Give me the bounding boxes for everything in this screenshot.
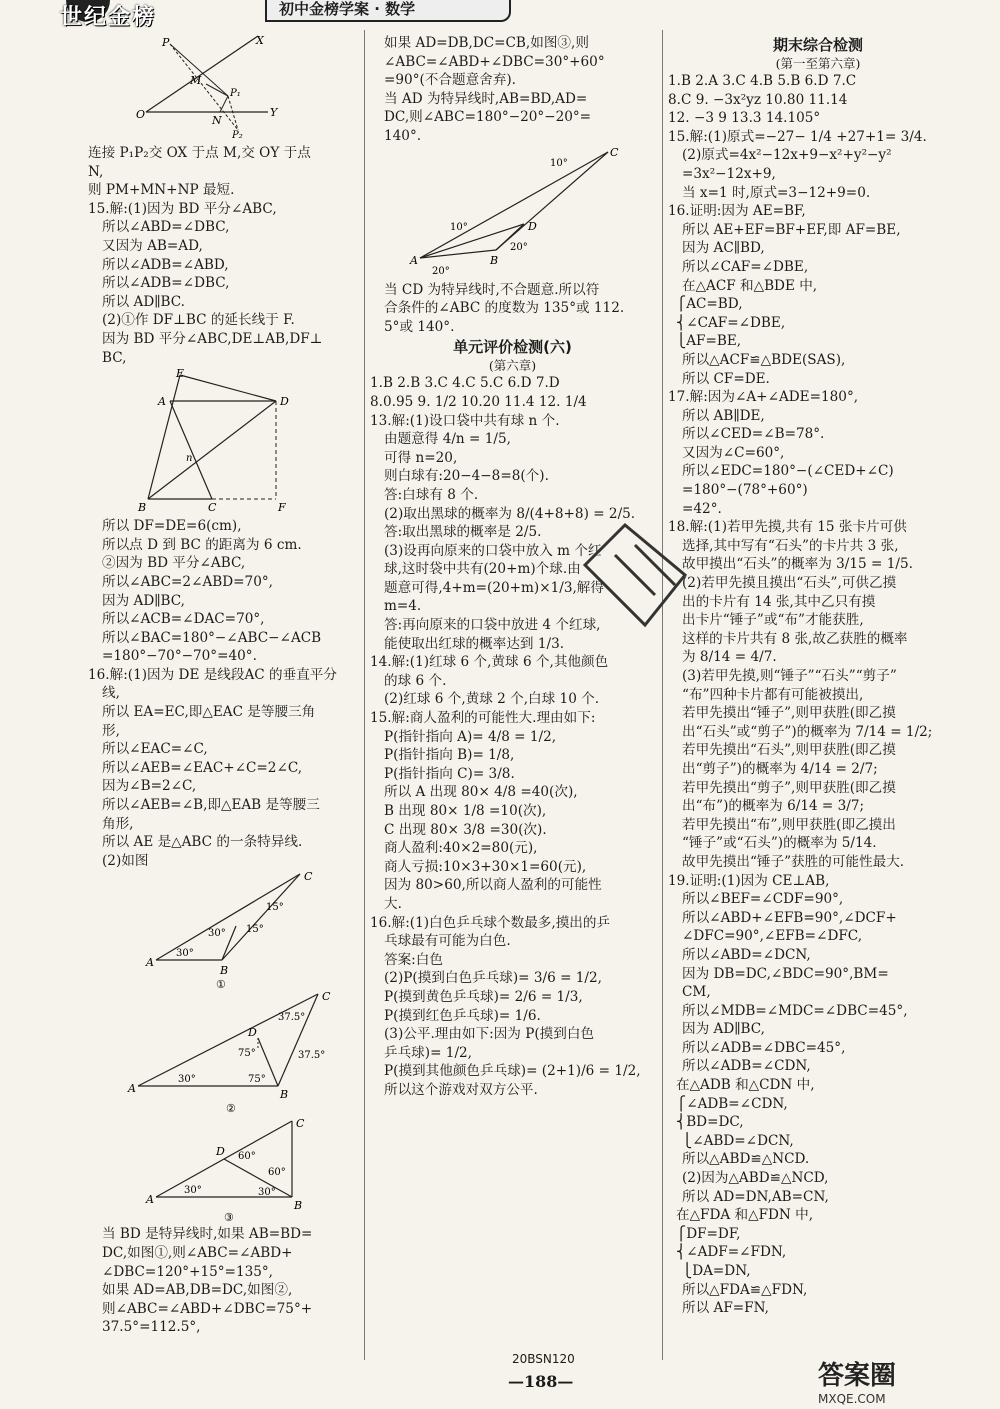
text-line: 所以∠MDB=∠MDC=∠DBC=45°,	[682, 1002, 908, 1019]
label-b: B	[220, 964, 229, 978]
label-c: C	[304, 870, 313, 884]
text-line: 因为 BD 平分∠ABC,DE⊥AB,DF⊥	[102, 330, 323, 347]
label-m: M	[190, 74, 202, 87]
text-line: 线,	[102, 685, 120, 702]
text-line: 能使取出红球的概率达到 1/3.	[384, 635, 565, 652]
figure-triangle-1	[88, 870, 360, 990]
text-line: 所以∠EAC=∠C,	[102, 741, 208, 758]
answer-row: 1.B 2.A 3.C 4.B 5.B 6.D 7.C	[668, 73, 857, 89]
text-line: 14.解:(1)红球 6 个,黄球 6 个,其他颜色	[370, 654, 609, 671]
label-c: C	[296, 1117, 305, 1131]
label-d: D	[528, 219, 537, 233]
text-line: 所以∠ADB=∠ABD,	[102, 256, 229, 273]
angle-label: 30°	[184, 1185, 202, 1197]
text-line: ②因为 BD 平分∠ABC,	[102, 555, 246, 572]
label-o: O	[136, 108, 146, 121]
section-title: 期末综合检测	[772, 36, 863, 54]
text-line: “布”四种卡片都有可能被摸出,	[682, 686, 864, 703]
text-line: (2)①作 DF⊥BC 的延长线于 F.	[102, 312, 295, 329]
text-line: P(摸到其他颜色乒乓球)= (2+1)/6 = 1/2,	[384, 1063, 641, 1080]
angle-label: 15°	[246, 924, 264, 936]
column-divider	[662, 30, 663, 1360]
section-subtitle: (第一至第六章)	[775, 56, 861, 71]
angle-label: 75°	[238, 1048, 256, 1060]
text-line: ⎩AF=BE,	[676, 333, 742, 350]
text-line: 角形,	[102, 815, 134, 832]
label-c: C	[610, 145, 619, 159]
text-line: DC,如图①,则∠ABC=∠ABD+	[102, 1245, 293, 1261]
text-line: 答:白球有 8 个.	[384, 486, 479, 503]
text-line: 所以∠BEF=∠CDF=90°,	[682, 891, 844, 908]
series-title: 初中金榜学案 · 数学	[265, 0, 511, 22]
text-line: 又因为 AB=AD,	[102, 237, 203, 254]
text-line: =180°−(78°+60°)	[682, 482, 808, 499]
label-b: B	[294, 1199, 303, 1213]
column-right	[668, 34, 968, 1318]
section-title: 单元评价检测(六)	[453, 338, 572, 357]
text-line: 答:再向原来的口袋中放进 4 个红球,	[384, 617, 601, 634]
text-line: 则 PM+MN+NP 最短.	[88, 182, 235, 199]
figure-triangle-2-svg	[88, 990, 360, 1115]
figure-number: ①	[216, 978, 226, 991]
text-line: 出卡片“锤子”或“布”才能获胜,	[682, 612, 864, 629]
text-line: P(指针指向 A)= 4/8 = 1/2,	[384, 728, 557, 745]
text-line: (2)若甲先摸且摸出“石头”,可供乙摸	[682, 575, 897, 592]
text-line: 所以∠BAC=180°−∠ABC−∠ACB	[102, 629, 322, 646]
label-p: P₁	[230, 88, 241, 99]
text-line: (3)若甲先摸,则“锤子”“石头”“剪子”	[682, 668, 897, 684]
answer-row: 8.C 9. −3x²yz 10.80 11.14	[668, 91, 848, 108]
text-line: (2)因为△ABD≌△NCD,	[682, 1170, 829, 1187]
answer-row: 1.B 2.B 3.C 4.C 5.C 6.D 7.D	[370, 375, 560, 392]
watermark-url: MXQE.COM	[818, 1392, 886, 1406]
text-line: 则∠ABC=∠ABD+∠DBC=75°+	[102, 1300, 313, 1317]
column-left	[88, 34, 360, 1337]
text-line: (3)公平.理由如下:因为 P(摸到白色	[384, 1026, 595, 1043]
text-line: 所以 AB∥DE,	[682, 407, 765, 424]
text-line: C 出现 80× 3/8 =30(次).	[384, 821, 547, 838]
figure-quadrilateral	[88, 367, 360, 517]
text-line: 出的卡片有 14 张,其中乙只有摸	[682, 593, 876, 610]
footer-code: 20BSN120	[512, 1352, 575, 1366]
text-line: (2)红球 6 个,黄球 2 个,白球 10 个.	[384, 691, 600, 708]
angle-label: 15°	[266, 902, 284, 914]
section-subtitle: (第六章)	[488, 358, 537, 374]
label-a: A	[410, 253, 418, 267]
text-line: 的球 6 个.	[384, 672, 447, 689]
label-d: D	[280, 395, 289, 409]
text-line: 故甲摸出“石头”的概率为 3/15 = 1/5.	[682, 556, 913, 573]
angle-label: 10°	[550, 157, 568, 169]
text-line: 当 BD 是特异线时,如果 AB=BD=	[102, 1226, 313, 1243]
text-line: 37.5°=112.5°,	[102, 1319, 201, 1336]
watermark-text: 答案圈	[818, 1361, 897, 1391]
text-line: 因为∠B=2∠C,	[102, 778, 197, 795]
text-line: 所以∠AEB=∠EAC+∠C=2∠C,	[102, 759, 303, 776]
text-line: 当 AD 为特异线时,AB=BD,AD=	[384, 90, 588, 107]
text-line: 所以∠EDC=180°−(∠CED+∠C)	[682, 463, 894, 480]
text-line: 15.解:商人盈利的可能性大.理由如下:	[370, 710, 596, 727]
text-line: 15.解:(1)原式=−27− 1/4 +27+1= 3/4.	[668, 128, 927, 145]
text-line: (2)P(摸到白色乒乓球)= 3/6 = 1/2,	[384, 970, 602, 987]
figure-shortest-path	[88, 34, 360, 144]
text-line: (3)设再向原来的口袋中放入 m 个红	[384, 542, 602, 559]
text-line: 合条件的∠ABC 的度数为 135°或 112.	[384, 300, 625, 317]
text-line: 在△ADB 和△CDN 中,	[676, 1077, 815, 1094]
angle-label: 30°	[258, 1187, 276, 1199]
text-line: 16.证明:因为 AE=BF,	[668, 203, 806, 220]
figure-triangle-3-svg	[88, 1115, 360, 1225]
text-line: 所以点 D 到 BC 的距离为 6 cm.	[102, 536, 302, 553]
text-line: 所以∠ADB=∠DBC,	[102, 275, 230, 292]
text-line: =42°.	[682, 500, 722, 517]
text-line: 若甲先摸出“剪子”,则甲获胜(即乙摸	[682, 779, 896, 796]
angle-label: 30°	[176, 948, 194, 960]
text-line: 所以 AF=FN,	[682, 1300, 769, 1317]
figure-triangle-1-svg	[88, 870, 360, 990]
text-line: 又因为∠C=60°,	[682, 444, 785, 461]
text-line: 答案:白色	[384, 951, 443, 968]
label-n: n	[186, 453, 193, 465]
text-line: 在△FDA 和△FDN 中,	[676, 1207, 814, 1224]
text-line: 商人亏损:10×3+30×1=60(元),	[384, 858, 587, 875]
text-line: 所以△ABD≌△NCD.	[682, 1151, 810, 1168]
column-divider	[364, 30, 365, 1360]
text-line: 如果 AD=DB,DC=CB,如图③,则	[384, 35, 589, 51]
handwritten-mark-icon	[565, 505, 715, 655]
text-line: 若甲先摸出“石头”,则甲获胜(即乙摸	[682, 742, 896, 759]
text-line: =180°−70°−70°=40°.	[102, 648, 257, 665]
figure-number: ③	[224, 1211, 234, 1225]
label-a: A	[146, 956, 154, 970]
text-line: 16.解:(1)因为 DE 是线段AC 的垂直平分	[88, 666, 337, 683]
label-c: C	[322, 990, 331, 1004]
text-line: 如果 AD=AB,DB=DC,如图②,	[102, 1282, 293, 1299]
text-line: 因为 AC∥BD,	[682, 240, 765, 257]
text-line: 为 8/14 = 4/7.	[682, 649, 777, 666]
text-line: 所以∠ACB=∠DAC=70°,	[102, 611, 265, 628]
text-line: ⎩∠ABD=∠DCN,	[682, 1132, 794, 1149]
text-line: 18.解:(1)若甲先摸,共有 15 张卡片可供	[668, 519, 907, 536]
text-line: 所以∠AEB=∠B,即△EAB 是等腰三	[102, 797, 320, 814]
text-line: 因为 80>60,所以商人盈利的可能性	[384, 877, 602, 894]
text-line: 出“布”)的概率为 6/14 = 3/7;	[682, 798, 865, 815]
text-line: 大.	[384, 895, 402, 912]
angle-label: 30°	[208, 928, 226, 940]
angle-label: 10°	[450, 221, 468, 233]
text-line: P(指针指向 B)= 1/8,	[384, 747, 515, 764]
angle-label: 75°	[248, 1074, 266, 1086]
text-line: 所以∠CAF=∠DBE,	[682, 258, 809, 275]
label-a: A	[158, 395, 166, 409]
label-d: D	[248, 1026, 257, 1040]
text-line: 因为 DB=DC,∠BDC=90°,BM=	[682, 965, 889, 982]
text-line: 题意可得,4+m=(20+m)×1/3,解得	[384, 579, 604, 596]
text-line: ⎨BD=DC,	[676, 1114, 744, 1131]
text-line: 乒乓球)= 1/2,	[384, 1044, 472, 1061]
answer-row: 8.0.95 9. 1/2 10.20 11.4 12. 1/4	[370, 393, 587, 410]
angle-label: 60°	[238, 1151, 256, 1163]
label-y: Y	[270, 106, 278, 119]
figure-quadrilateral-svg	[88, 367, 360, 517]
text-line: N,	[88, 163, 104, 180]
text-line: 140°.	[384, 127, 422, 144]
figure-shortest-path-svg	[88, 34, 360, 144]
text-line: 13.解:(1)设口袋中共有球 n 个.	[370, 412, 560, 429]
text-line: 当 x=1 时,原式=3−12+9=0.	[682, 184, 871, 201]
text-line: =3x²−12x+9,	[682, 165, 776, 182]
figure-triangle-3	[88, 1115, 360, 1225]
text-line: 故甲先摸出“锤子”获胜的可能性最大.	[682, 853, 905, 870]
text-line: ∠DBC=120°+15°=135°,	[102, 1263, 274, 1280]
text-line: (2)如图	[102, 852, 149, 869]
text-line: (2)原式=4x²−12x+9−x²+y²−y²	[682, 147, 892, 164]
text-line: 所以 AE+EF=BF+EF,即 AF=BE,	[682, 221, 901, 238]
text-line: 形,	[102, 722, 120, 739]
label-c: C	[208, 501, 217, 515]
label-d: D	[216, 1145, 225, 1159]
text-line: ⎧DF=DF,	[676, 1225, 741, 1242]
text-line: ⎧AC=BD,	[676, 296, 743, 313]
text-line: m=4.	[384, 598, 422, 615]
text-line: 由题意得 4/n = 1/5,	[384, 431, 511, 448]
text-line: 15.解:(1)因为 BD 平分∠ABC,	[88, 200, 277, 217]
label-f: F	[278, 501, 286, 515]
text-line: ∠ABC=∠ABD+∠DBC=30°+60°	[384, 53, 605, 70]
text-line: 连接 P₁P₂交 OX 于点 M,交 OY 于点	[88, 145, 311, 161]
label-b: B	[138, 501, 147, 515]
page-number: —188—	[508, 1372, 574, 1391]
text-line: 16.解:(1)白色乒乓球个数最多,摸出的乒	[370, 914, 611, 931]
text-line: 19.证明:(1)因为 CE⊥AB,	[668, 872, 830, 889]
text-line: 所以 AE 是△ABC 的一条特异线.	[102, 834, 303, 851]
text-line: B 出现 80× 1/8 =10(次),	[384, 803, 547, 819]
text-line: 5°或 140°.	[384, 318, 455, 335]
text-line: P(摸到黄色乒乓球)= 2/6 = 1/3,	[384, 988, 583, 1005]
label-a: A	[146, 1193, 154, 1207]
angle-label: 30°	[178, 1074, 196, 1086]
text-line: ⎨∠ADF=∠FDN,	[676, 1244, 787, 1261]
text-line: 球,这时袋中共有(20+m)个球.由	[384, 561, 581, 578]
figure-triangle-2	[88, 990, 360, 1115]
text-line: 所以∠ABD+∠EFB=90°,∠DCF+	[682, 909, 897, 926]
text-line: 所以∠CED=∠B=78°.	[682, 426, 825, 443]
text-line: 乓球最有可能为白色.	[384, 933, 511, 950]
label-x: X	[256, 34, 264, 47]
text-line: 答:取出黑球的概率是 2/5.	[384, 524, 542, 541]
text-line: 出“剪子”)的概率为 4/14 = 2/7;	[682, 760, 878, 777]
label-p2: P₂	[232, 130, 243, 141]
angle-label: 37.5°	[278, 1012, 306, 1024]
text-line: 所以 A 出现 80× 4/8 =40(次),	[384, 784, 578, 801]
text-line: P(摸到红色乒乓球)= 1/6.	[384, 1007, 541, 1024]
text-line: 所以△ACF≌△BDE(SAS),	[682, 351, 846, 368]
text-line: 这样的卡片共有 8 张,故乙获胜的概率	[682, 630, 908, 647]
figure-number: ②	[226, 1102, 236, 1116]
watermark	[818, 1355, 896, 1406]
text-line: 所以∠ABC=2∠ABD=70°,	[102, 573, 273, 590]
text-line: ⎧∠ADB=∠CDN,	[676, 1095, 788, 1112]
text-line: “锤子”或“石头”)的概率为 5/14.	[682, 835, 877, 852]
angle-label: 20°	[432, 265, 450, 277]
text-line: CM,	[682, 984, 711, 1001]
angle-label: 37.5°	[298, 1050, 326, 1062]
angle-label: 20°	[510, 241, 528, 253]
text-line: 所以 AD∥BC.	[102, 293, 185, 310]
text-line: 17.解:因为∠A+∠ADE=180°,	[668, 389, 859, 406]
text-line: 所以∠ADB=∠DBC=45°,	[682, 1039, 846, 1056]
text-line: ⎩DA=DN,	[682, 1263, 751, 1279]
text-line: 所以 CF=DE.	[682, 370, 770, 387]
text-line: 所以 AD=DN,AB=CN,	[682, 1188, 829, 1205]
text-line: 在△ACF 和△BDE 中,	[682, 277, 818, 294]
figure-triangle-4-svg	[370, 146, 655, 281]
text-line: (2)取出黑球的概率为 8/(4+8+8) = 2/5.	[384, 505, 636, 522]
figure-triangle-4	[370, 146, 655, 281]
text-line: 所以这个游戏对双方公平.	[384, 1081, 538, 1098]
label-b: B	[490, 253, 499, 267]
text-line: 所以∠ABD=∠DBC,	[102, 219, 230, 236]
brand-title: 世纪金榜	[60, 5, 157, 30]
text-line: 当 CD 为特异线时,不合题意.所以符	[384, 281, 600, 298]
text-line: 则白球有:20−4−8=8(个).	[384, 468, 549, 485]
text-line: 所以 DF=DE=6(cm),	[102, 518, 242, 535]
text-line: 选择,其中写有“石头”的卡片共 3 张,	[682, 537, 899, 554]
text-line: 若甲先摸出“锤子”,则甲获胜(即乙摸	[682, 705, 896, 722]
text-line: =90°(不合题意舍弃).	[384, 72, 516, 89]
text-line: 所以 EA=EC,即△EAC 是等腰三角	[102, 704, 316, 721]
label-p1: P	[162, 36, 170, 49]
text-line: 因为 AD∥BC,	[682, 1021, 765, 1038]
label-e: E	[176, 367, 185, 381]
text-line: 出“石头”或“剪子”)的概率为 7/14 = 1/2;	[682, 723, 933, 740]
label-n: N	[212, 114, 222, 127]
text-line: BC,	[102, 349, 127, 366]
text-line: 可得 n=20,	[384, 449, 458, 466]
text-line: ∠DFC=90°,∠EFB=∠DFC,	[682, 928, 863, 945]
text-line: 商人盈利:40×2=80(元),	[384, 840, 538, 857]
text-line: 若甲先摸出“布”,则甲获胜(即乙摸出	[682, 816, 896, 833]
text-line: DC,则∠ABC=180°−20°−20°=	[384, 109, 592, 126]
text-line: 所以∠ADB=∠CDN,	[682, 1058, 811, 1075]
text-line: 所以△FDA≌△FDN,	[682, 1281, 808, 1298]
label-b: B	[280, 1088, 289, 1102]
text-line: 因为 AD∥BC,	[102, 592, 185, 609]
label-a: A	[128, 1082, 136, 1096]
text-line: 所以∠ABD=∠DCN,	[682, 946, 811, 963]
angle-label: 60°	[268, 1167, 286, 1179]
answer-row: 12. −3 9 13.3 14.105°	[668, 110, 821, 127]
text-line: ⎨∠CAF=∠DBE,	[676, 314, 786, 331]
text-line: P(指针指向 C)= 3/8.	[384, 765, 515, 782]
